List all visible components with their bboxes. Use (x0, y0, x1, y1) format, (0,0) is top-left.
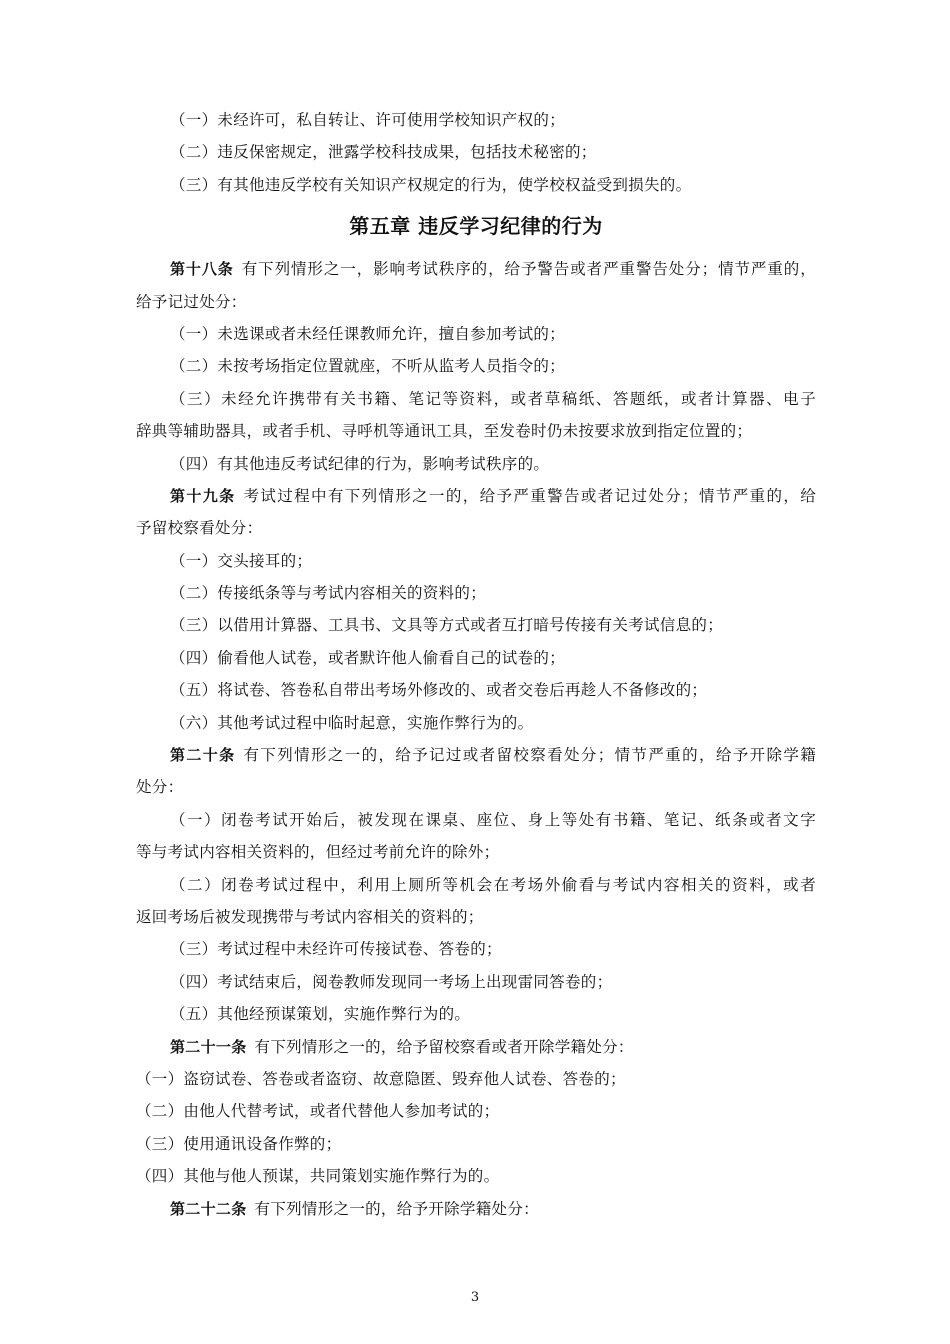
article-21-item-1: （一）盗窃试卷、答卷或者盗窃、故意隐匿、毁弃他人试卷、答卷的； (136, 1069, 626, 1088)
article-19-line-1 (136, 480, 816, 512)
article-18-line-1 (136, 253, 816, 285)
article-22-text: 有下列情形之一的，给予开除学籍处分： (254, 1199, 539, 1218)
intro-item-3: （三）有其他违反学校有关知识产权规定的行为，使学校权益受到损失的。 (170, 175, 692, 194)
article-19-item-2: （二）传接纸条等与考试内容相关的资料的； (170, 584, 487, 603)
article-20-line-1 (136, 739, 816, 771)
article-19-line-2: 予留校察看处分： (136, 519, 263, 538)
intro-item-2: （二）违反保密规定，泄露学校科技成果，包括技术秘密的； (170, 143, 597, 162)
article-19-item-3: （三）以借用计算器、工具书、文具等方式或者互打暗号传接有关考试信息的； (170, 616, 724, 635)
article-20-item-2-line-2: 返回考场后被发现携带与考试内容相关的资料的； (136, 907, 484, 926)
article-19-text: 考试过程中有下列情形之一的，给予严重警告或者记过处分；情节严重的，给 (243, 486, 816, 505)
chapter-title: 第五章 违反学习纪律的行为 (349, 214, 603, 239)
article-20-item-4: （四）考试结束后，阅卷教师发现同一考场上出现雷同答卷的； (170, 972, 613, 991)
article-19-item-5: （五）将试卷、答卷私自带出考场外修改的、或者交卷后再趁人不备修改的； (170, 681, 708, 700)
article-22-line-1 (136, 1193, 816, 1225)
article-21-item-4: （四）其他与他人预谋，共同策划实施作弊行为的。 (136, 1167, 500, 1186)
article-21-item-3: （三）使用通讯设备作弊的； (136, 1134, 342, 1153)
article-21-line-1 (136, 1031, 816, 1063)
article-20-item-1-line-2: 等与考试内容相关资料的，但经过考前允许的除外； (136, 843, 500, 862)
article-20-item-3: （三）考试过程中未经许可传接试卷、答卷的； (170, 940, 502, 959)
article-19-item-1: （一）交头接耳的； (170, 551, 313, 570)
article-20-line-2: 处分： (136, 778, 184, 797)
article-20-label: 第二十条 (170, 746, 236, 765)
article-19-item-4: （四）偷看他人试卷，或者默许他人偷看自己的试卷的； (170, 648, 566, 667)
article-20-item-5: （五）其他经预谋策划，实施作弊行为的。 (170, 1005, 471, 1024)
article-18-item-4: （四）有其他违反考试纪律的行为，影响考试秩序的。 (170, 454, 550, 473)
article-18-item-2: （二）未按考场指定位置就座，不听从监考人员指令的； (170, 357, 566, 376)
article-18-item-3-line-2: 辞典等辅助器具，或者手机、寻呼机等通讯工具，至发卷时仍未按要求放到指定位置的； (136, 422, 753, 441)
article-21-item-2: （二）由他人代替考试，或者代替他人参加考试的； (136, 1102, 500, 1121)
page-content (136, 104, 816, 1225)
article-22-label: 第二十二条 (170, 1199, 247, 1218)
article-18-item-1: （一）未选课或者未经任课教师允许，擅自参加考试的； (170, 324, 566, 343)
article-19-item-6: （六）其他考试过程中临时起意，实施作弊行为的。 (170, 713, 534, 732)
intro-item-1: （一）未经许可，私自转让、许可使用学校知识产权的； (170, 111, 566, 129)
article-20-text: 有下列情形之一的，给予记过或者留校察看处分；情节严重的，给予开除学籍 (243, 746, 816, 765)
article-18-line-2: 给予记过处分： (136, 292, 247, 311)
article-21-label: 第二十一条 (170, 1037, 247, 1056)
article-18-label: 第十八条 (170, 260, 234, 279)
article-18-text: 有下列情形之一，影响考试秩序的，给予警告或者严重警告处分；情节严重的， (241, 260, 816, 279)
article-18-item-3-line-1: （三）未经允许携带有关书籍、笔记等资料，或者草稿纸、答题纸，或者计算器、电子 (170, 389, 816, 408)
article-21-text: 有下列情形之一的，给予留校察看或者开除学籍处分： (254, 1037, 634, 1056)
article-19-label: 第十九条 (170, 486, 236, 505)
article-20-item-1-line-1: （一）闭卷考试开始后，被发现在课桌、座位、身上等处有书籍、笔记、纸条或者文字 (170, 810, 816, 829)
page-number: 3 (470, 1290, 480, 1305)
article-20-item-2-line-1: （二）闭卷考试过程中，利用上厕所等机会在考场外偷看与考试内容相关的资料，或者 (170, 875, 816, 894)
